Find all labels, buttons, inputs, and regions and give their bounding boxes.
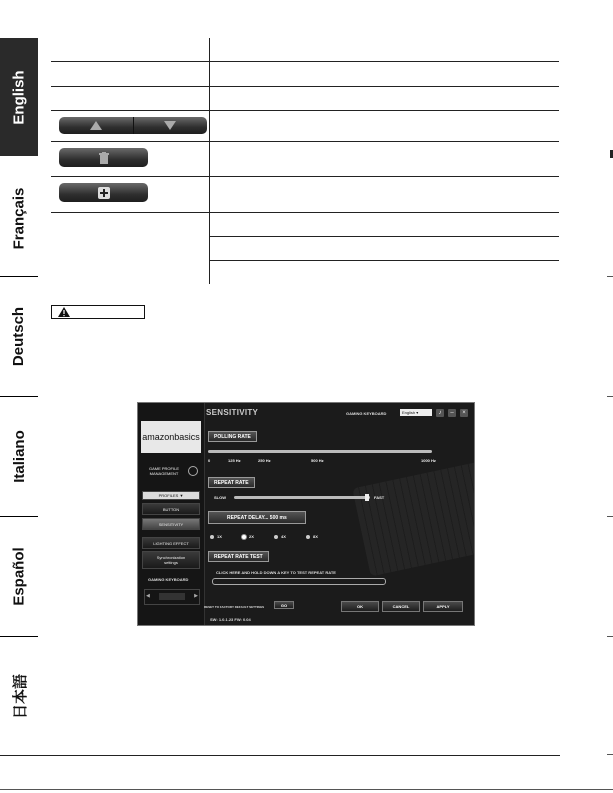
sidebar-item-button: BUTTON [142, 503, 200, 515]
tick-label: 1000 Hz [421, 458, 436, 463]
reset-label: RESET TO FACTORY DEFAULT SETTINGS [204, 605, 265, 609]
table-row-line [51, 141, 559, 142]
device-carousel [144, 589, 200, 605]
table-row-line [51, 176, 559, 177]
warning-icon [58, 307, 70, 317]
apply-button: APPLY [423, 601, 463, 612]
radio-label: 4X [281, 534, 286, 539]
up-arrow-icon [59, 117, 134, 134]
polling-rate-header: POLLING RATE [208, 431, 257, 442]
tab-japanese[interactable]: 日本語 [11, 673, 29, 719]
language-select: English ▾ [400, 409, 432, 416]
tab-divider [0, 276, 38, 277]
edge-mark [607, 754, 613, 755]
close-icon: × [460, 409, 468, 417]
table-row-line [51, 110, 559, 111]
repeat-rate-slider [234, 496, 370, 499]
sidebar-item-lighting: LIGHTING EFFECT [142, 537, 200, 549]
tab-francais[interactable]: Français [10, 187, 28, 249]
tick-label: 125 Hz [228, 458, 241, 463]
table-row-line [210, 236, 559, 237]
cancel-button: CANCEL [382, 601, 420, 612]
ok-button: OK [341, 601, 379, 612]
tab-divider [0, 396, 38, 397]
tab-english[interactable]: English [0, 38, 38, 156]
app-sidebar [138, 403, 205, 626]
arrow-right-icon [188, 466, 198, 476]
down-arrow-icon [134, 117, 208, 134]
table-row-line [210, 260, 559, 261]
edge-mark [607, 276, 613, 277]
version-info: SW: 1.0.1.23 FW: 0.04 [210, 617, 251, 622]
app-title: SENSITIVITY [206, 408, 259, 417]
repeat-delay-header: REPEAT DELAY... 500 ms [208, 511, 306, 524]
table-row-line [51, 212, 559, 213]
tick-label: 0 [208, 458, 211, 463]
minimize-icon: – [448, 409, 456, 417]
repeat-rate-test-header: REPEAT RATE TEST [208, 551, 269, 562]
fast-label: FAST [374, 495, 385, 500]
add-icon [98, 187, 110, 199]
keyboard-background-image [352, 459, 475, 576]
software-screenshot [137, 402, 475, 626]
radio-label: 8X [313, 534, 318, 539]
device-label: GAMING KEYBOARD [148, 577, 189, 582]
repeat-rate-handle [365, 494, 369, 501]
table-row-line [51, 61, 559, 62]
radio-8x [306, 535, 310, 539]
page-bottom-rule [0, 789, 613, 790]
sidebar-item-sensitivity: SENSITIVITY [142, 518, 200, 530]
radio-4x [274, 535, 278, 539]
edge-mark [607, 396, 613, 397]
chevron-right-icon: ▶ [194, 593, 198, 599]
radio-2x-selected [242, 535, 246, 539]
tick-label: 250 Hz [258, 458, 271, 463]
tab-italiano[interactable]: Italiano [10, 429, 28, 483]
chevron-left-icon: ◀ [146, 593, 150, 599]
move-up-down-buttons [59, 117, 207, 134]
delete-profile-button [59, 148, 148, 167]
polling-rate-slider [208, 450, 432, 453]
tab-divider [0, 636, 38, 637]
table-column-divider [209, 38, 210, 284]
profiles-dropdown: PROFILES ▼ [142, 491, 200, 500]
test-input-field [212, 578, 386, 585]
repeat-rate-header: REPEAT RATE [208, 477, 255, 488]
sidebar-item-sync: Synchronization settings [142, 551, 200, 569]
edge-mark [607, 516, 613, 517]
brand-logo: amazonbasics [141, 421, 201, 453]
table-row-line [51, 86, 559, 87]
tick-label: 500 Hz [311, 458, 324, 463]
radio-label: 2X [249, 534, 254, 539]
keyboard-label: GAMING KEYBOARD [346, 411, 387, 416]
trash-icon [99, 152, 109, 164]
tab-espanol[interactable]: Español [10, 546, 28, 606]
add-profile-button [59, 183, 148, 202]
radio-label: 1X [217, 534, 222, 539]
footer-rule [0, 755, 560, 756]
tab-deutsch[interactable]: Deutsch [10, 306, 28, 366]
keyboard-thumbnail [159, 593, 185, 600]
speaker-icon: ♪ [436, 409, 444, 417]
game-profile-management-button: GAME PROFILE MANAGEMENT [142, 461, 200, 481]
edge-mark [607, 636, 613, 637]
tab-divider [0, 516, 38, 517]
test-instruction: CLICK HERE AND HOLD DOWN A KEY TO TEST REPEAT RATE [216, 570, 336, 575]
radio-1x [210, 535, 214, 539]
reset-go-button: GO [274, 601, 294, 609]
warning-box [51, 305, 145, 319]
slow-label: SLOW [214, 495, 226, 500]
